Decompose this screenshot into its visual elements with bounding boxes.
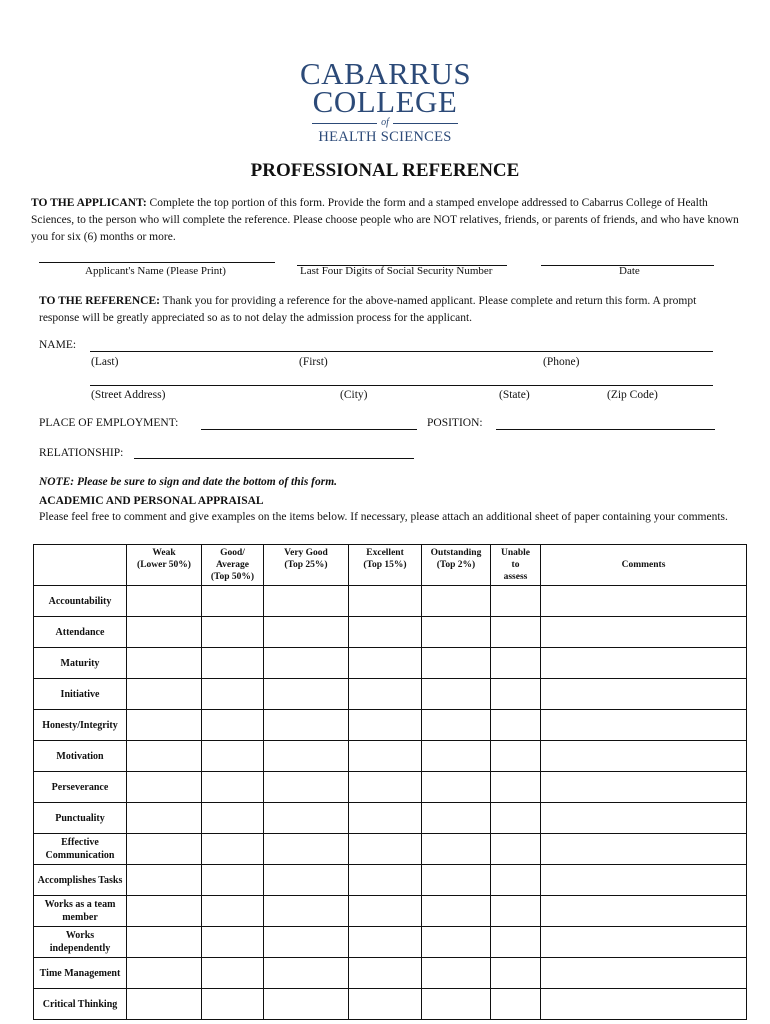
rating-cell[interactable] bbox=[264, 741, 349, 772]
column-header-text: Very Good bbox=[284, 548, 328, 558]
rating-cell[interactable] bbox=[491, 679, 541, 710]
rating-cell[interactable] bbox=[422, 989, 491, 1020]
column-header-text: (Top 15%) bbox=[363, 560, 407, 570]
row-label: Attendance bbox=[34, 617, 127, 648]
rating-cell[interactable] bbox=[264, 865, 349, 896]
rating-cell[interactable] bbox=[491, 803, 541, 834]
header-blank bbox=[34, 545, 127, 586]
comment-cell[interactable] bbox=[541, 834, 747, 865]
rating-cell[interactable] bbox=[264, 586, 349, 617]
rating-cell[interactable] bbox=[422, 927, 491, 958]
position-label: POSITION: bbox=[427, 417, 483, 429]
rating-cell[interactable] bbox=[264, 648, 349, 679]
address-input-line[interactable] bbox=[90, 372, 713, 386]
rating-cell[interactable] bbox=[491, 586, 541, 617]
rating-cell[interactable] bbox=[491, 772, 541, 803]
column-header-text: Weak bbox=[152, 548, 176, 558]
logo-of-row bbox=[312, 118, 458, 128]
table-row bbox=[34, 772, 747, 803]
rating-cell[interactable] bbox=[127, 803, 202, 834]
rating-cell[interactable] bbox=[349, 772, 422, 803]
rating-cell[interactable] bbox=[127, 617, 202, 648]
logo-line-3: HEALTH SCIENCES bbox=[318, 129, 452, 145]
column-header-text: (Top 50%) bbox=[210, 572, 255, 582]
table-row bbox=[34, 803, 747, 834]
rating-cell[interactable] bbox=[349, 989, 422, 1020]
column-header bbox=[541, 545, 747, 586]
table-row bbox=[34, 834, 747, 865]
column-header bbox=[491, 545, 541, 586]
rating-cell[interactable] bbox=[491, 617, 541, 648]
rating-cell[interactable] bbox=[127, 989, 202, 1020]
rating-cell[interactable] bbox=[349, 803, 422, 834]
comment-cell[interactable] bbox=[541, 586, 747, 617]
row-label: Accomplishes Tasks bbox=[34, 865, 127, 896]
rating-cell[interactable] bbox=[202, 865, 264, 896]
column-header-text: Unable bbox=[500, 548, 531, 558]
column-header-text: Good/ bbox=[220, 548, 245, 558]
column-header-text: Comments bbox=[621, 560, 666, 570]
rating-cell[interactable] bbox=[264, 772, 349, 803]
table-row bbox=[34, 617, 747, 648]
rating-cell[interactable] bbox=[349, 648, 422, 679]
rating-cell[interactable] bbox=[264, 834, 349, 865]
rating-cell[interactable] bbox=[202, 586, 264, 617]
comment-cell[interactable] bbox=[541, 989, 747, 1020]
rating-cell[interactable] bbox=[422, 679, 491, 710]
rating-cell[interactable] bbox=[422, 586, 491, 617]
rating-cell[interactable] bbox=[349, 834, 422, 865]
rating-cell[interactable] bbox=[264, 989, 349, 1020]
rating-cell[interactable] bbox=[264, 710, 349, 741]
rating-cell[interactable] bbox=[127, 772, 202, 803]
column-header-text: Excellent bbox=[366, 548, 404, 558]
rating-cell[interactable] bbox=[491, 989, 541, 1020]
column-header-text: Average bbox=[215, 560, 250, 570]
rating-cell[interactable] bbox=[349, 958, 422, 989]
rating-cell[interactable] bbox=[422, 741, 491, 772]
rating-cell[interactable] bbox=[491, 648, 541, 679]
column-header bbox=[349, 545, 422, 586]
rating-cell[interactable] bbox=[264, 927, 349, 958]
reference-text: Thank you for providing a reference for the above-named applicant. Please complete and return this form. A prompt response will be greatly appreciated so as to not delay the admission process for the applicant. bbox=[39, 295, 697, 324]
appraisal-instructions: Please feel free to comment and give examples on the items below. If necessary, please attach an additional sheet of paper containing your comments. bbox=[39, 511, 728, 523]
logo-line-1: CABARRUS bbox=[300, 56, 472, 91]
logo-rule-left bbox=[312, 123, 377, 124]
name-label: NAME: bbox=[39, 339, 77, 351]
column-header bbox=[264, 545, 349, 586]
rating-cell[interactable] bbox=[264, 679, 349, 710]
comment-cell[interactable] bbox=[541, 679, 747, 710]
table-row bbox=[34, 648, 747, 679]
comment-cell[interactable] bbox=[541, 617, 747, 648]
zip-label: (Zip Code) bbox=[607, 389, 658, 401]
employment-label: PLACE OF EMPLOYMENT: bbox=[39, 417, 179, 429]
page-title: PROFESSIONAL REFERENCE bbox=[250, 160, 520, 181]
rating-cell[interactable] bbox=[127, 896, 202, 927]
rating-cell[interactable] bbox=[202, 772, 264, 803]
reference-instructions bbox=[39, 293, 739, 327]
rating-cell[interactable] bbox=[349, 865, 422, 896]
rating-cell[interactable] bbox=[127, 834, 202, 865]
column-header-text: (Lower 50%) bbox=[137, 560, 191, 570]
column-header bbox=[127, 545, 202, 586]
comment-cell[interactable] bbox=[541, 896, 747, 927]
table-row bbox=[34, 958, 747, 989]
table-row bbox=[34, 710, 747, 741]
column-header-text: assess bbox=[503, 572, 528, 582]
row-label: Works as a team member bbox=[34, 896, 127, 927]
row-label: Motivation bbox=[34, 741, 127, 772]
rating-cell[interactable] bbox=[127, 741, 202, 772]
applicant-name-line[interactable] bbox=[39, 262, 275, 263]
phone-label: (Phone) bbox=[543, 356, 580, 368]
ssn-label: Last Four Digits of Social Security Number bbox=[300, 265, 493, 277]
table-row bbox=[34, 586, 747, 617]
row-label: Maturity bbox=[34, 648, 127, 679]
row-label: Punctuality bbox=[34, 803, 127, 834]
state-label: (State) bbox=[499, 389, 530, 401]
table-row bbox=[34, 989, 747, 1020]
college-logo bbox=[300, 56, 472, 146]
comment-cell[interactable] bbox=[541, 927, 747, 958]
rating-cell[interactable] bbox=[202, 958, 264, 989]
row-label: Honesty/Integrity bbox=[34, 710, 127, 741]
comment-cell[interactable] bbox=[541, 648, 747, 679]
rating-cell[interactable] bbox=[202, 834, 264, 865]
table-row bbox=[34, 927, 747, 958]
position-input-line[interactable] bbox=[496, 417, 715, 430]
employment-input-line[interactable] bbox=[201, 417, 417, 430]
rating-cell[interactable] bbox=[491, 896, 541, 927]
rating-cell[interactable] bbox=[127, 710, 202, 741]
rating-cell[interactable] bbox=[202, 679, 264, 710]
appraisal-heading: ACADEMIC AND PERSONAL APPRAISAL bbox=[39, 495, 264, 507]
column-header-text: (Top 25%) bbox=[284, 560, 328, 570]
rating-cell[interactable] bbox=[127, 679, 202, 710]
rating-cell[interactable] bbox=[491, 927, 541, 958]
column-header bbox=[202, 545, 264, 586]
street-label: (Street Address) bbox=[91, 389, 166, 401]
table-row bbox=[34, 679, 747, 710]
applicant-name-label: Applicant's Name (Please Print) bbox=[85, 265, 226, 277]
rating-cell[interactable] bbox=[202, 617, 264, 648]
rating-cell[interactable] bbox=[491, 834, 541, 865]
logo-line-2: COLLEGE bbox=[312, 84, 458, 119]
rating-cell[interactable] bbox=[202, 896, 264, 927]
rating-cell[interactable] bbox=[202, 710, 264, 741]
rating-cell[interactable] bbox=[422, 896, 491, 927]
comment-cell[interactable] bbox=[541, 803, 747, 834]
appraisal-table bbox=[33, 544, 747, 1020]
rating-cell[interactable] bbox=[202, 648, 264, 679]
rating-cell[interactable] bbox=[491, 741, 541, 772]
comment-cell[interactable] bbox=[541, 865, 747, 896]
rating-cell[interactable] bbox=[349, 927, 422, 958]
applicant-text: Complete the top portion of this form. Provide the form and a stamped envelope addressed to Cabarrus College of Health Sciences, to the person who will complete the reference. Please choose people who are NOT relatives, friends, or parents of friends, and who have known you for six (6) months or more. bbox=[31, 197, 739, 243]
comment-cell[interactable] bbox=[541, 772, 747, 803]
applicant-label: TO THE APPLICANT: bbox=[31, 197, 147, 209]
rating-cell[interactable] bbox=[202, 989, 264, 1020]
rating-cell[interactable] bbox=[349, 586, 422, 617]
row-label: Critical Thinking bbox=[34, 989, 127, 1020]
rating-cell[interactable] bbox=[264, 617, 349, 648]
rating-cell[interactable] bbox=[349, 710, 422, 741]
rating-cell[interactable] bbox=[491, 710, 541, 741]
rating-cell[interactable] bbox=[422, 648, 491, 679]
logo-rule-right bbox=[393, 123, 458, 124]
rating-cell[interactable] bbox=[264, 896, 349, 927]
applicant-instructions bbox=[31, 195, 743, 246]
rating-cell[interactable] bbox=[127, 648, 202, 679]
rating-cell[interactable] bbox=[491, 958, 541, 989]
rating-cell[interactable] bbox=[127, 586, 202, 617]
name-input-line[interactable] bbox=[90, 338, 713, 352]
first-label: (First) bbox=[299, 356, 328, 368]
rating-cell[interactable] bbox=[264, 803, 349, 834]
column-header-text: to bbox=[511, 560, 520, 570]
row-label: Accountability bbox=[34, 586, 127, 617]
rating-cell[interactable] bbox=[422, 803, 491, 834]
rating-cell[interactable] bbox=[491, 865, 541, 896]
relationship-label: RELATIONSHIP: bbox=[39, 447, 124, 459]
last-label: (Last) bbox=[91, 356, 119, 368]
rating-cell[interactable] bbox=[202, 741, 264, 772]
comment-cell[interactable] bbox=[541, 741, 747, 772]
column-header bbox=[422, 545, 491, 586]
row-label: Perseverance bbox=[34, 772, 127, 803]
row-label: Works independently bbox=[34, 927, 127, 958]
city-label: (City) bbox=[340, 389, 368, 401]
table-header-row bbox=[34, 545, 747, 586]
rating-cell[interactable] bbox=[422, 865, 491, 896]
rating-cell[interactable] bbox=[349, 741, 422, 772]
table-row bbox=[34, 865, 747, 896]
row-label: Initiative bbox=[34, 679, 127, 710]
rating-cell[interactable] bbox=[264, 958, 349, 989]
rating-cell[interactable] bbox=[422, 834, 491, 865]
rating-cell[interactable] bbox=[127, 865, 202, 896]
reference-label: TO THE REFERENCE: bbox=[39, 295, 160, 307]
rating-cell[interactable] bbox=[202, 803, 264, 834]
row-label: Effective Communication bbox=[34, 834, 127, 865]
relationship-input-line[interactable] bbox=[134, 446, 414, 459]
rating-cell[interactable] bbox=[127, 958, 202, 989]
table-body bbox=[34, 586, 747, 1020]
rating-cell[interactable] bbox=[349, 679, 422, 710]
rating-cell[interactable] bbox=[422, 710, 491, 741]
date-label: Date bbox=[619, 265, 640, 277]
table-row bbox=[34, 741, 747, 772]
rating-cell[interactable] bbox=[422, 958, 491, 989]
column-header-text: Outstanding bbox=[430, 548, 482, 558]
rating-cell[interactable] bbox=[349, 617, 422, 648]
rating-cell[interactable] bbox=[349, 896, 422, 927]
comment-cell[interactable] bbox=[541, 958, 747, 989]
note-text: NOTE: Please be sure to sign and date the bottom of this form. bbox=[39, 476, 338, 488]
rating-cell[interactable] bbox=[202, 927, 264, 958]
comment-cell[interactable] bbox=[541, 710, 747, 741]
column-header-text: (Top 2%) bbox=[436, 560, 476, 570]
rating-cell[interactable] bbox=[422, 772, 491, 803]
row-label: Time Management bbox=[34, 958, 127, 989]
table-row bbox=[34, 896, 747, 927]
logo-of: of bbox=[381, 117, 389, 128]
rating-cell[interactable] bbox=[422, 617, 491, 648]
rating-cell[interactable] bbox=[127, 927, 202, 958]
